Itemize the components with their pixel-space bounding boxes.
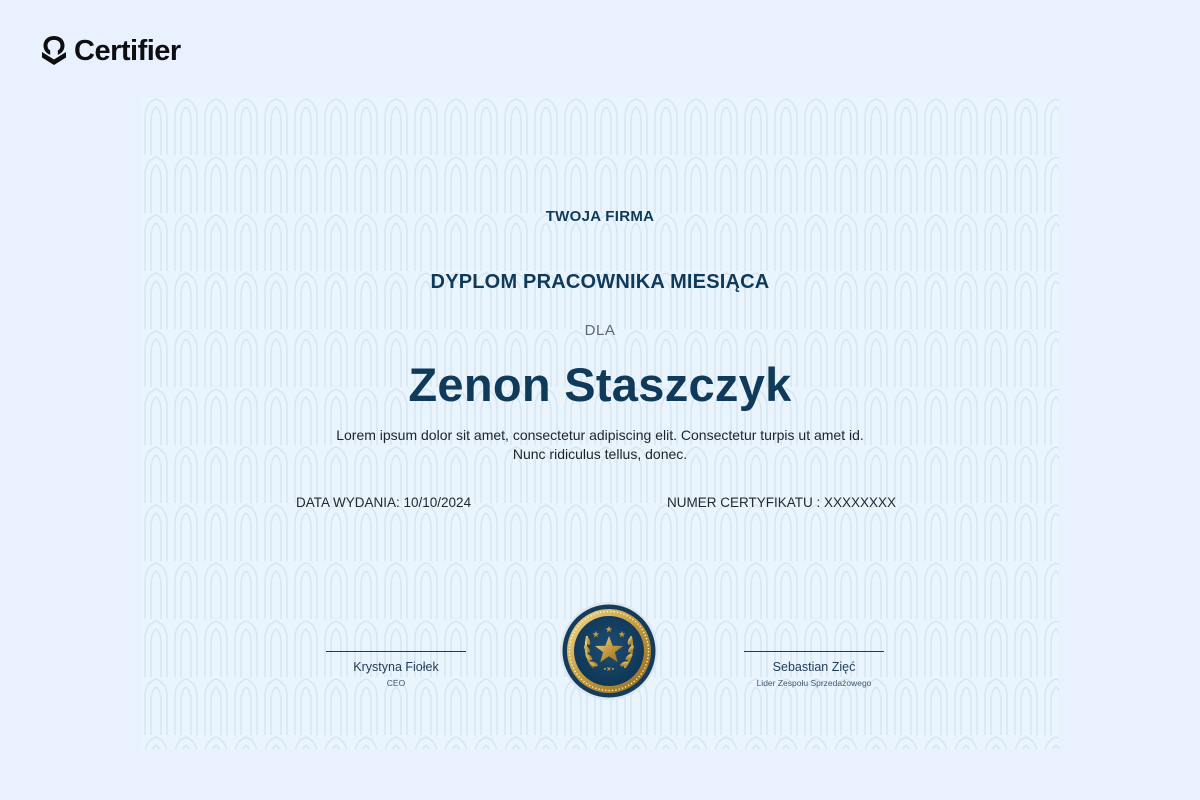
certificate-number: NUMER CERTYFIKATU : XXXXXXXX: [667, 495, 897, 510]
signature-line: [326, 651, 466, 652]
signature-line: [744, 651, 884, 652]
recipient-name: Zenon Staszczyk: [408, 358, 792, 411]
company-name: TWOJA FIRMA: [545, 208, 655, 225]
star-laurel-seal-icon: [559, 601, 659, 701]
certificate-title: DYPLOM PRACOWNIKA MIESIĄCA: [430, 271, 770, 293]
description-line: Lorem ipsum dolor sit amet, consectetur adipiscing elit. Consectetur turpis ut amet id.: [336, 427, 864, 443]
signer-role: Lider Zespołu Sprzedażowego: [756, 678, 872, 688]
description-line: Nunc ridiculus tellus, donec.: [512, 446, 688, 462]
signer-name: Sebastian Zięć: [772, 660, 856, 674]
signer-name: Krystyna Fiołek: [353, 660, 439, 674]
issue-date: DATA WYDANIA: 10/10/2024: [296, 495, 472, 510]
certifier-logo-icon: [40, 33, 68, 69]
brand-name: Certifier: [74, 34, 181, 67]
signature-left: [326, 651, 466, 688]
for-label: DLA: [584, 322, 616, 339]
brand-logo[interactable]: [40, 32, 181, 70]
signature-right: [744, 651, 884, 688]
signer-role: CEO: [386, 678, 406, 688]
certificate: [141, 97, 1059, 749]
certificate-description: [270, 426, 930, 464]
